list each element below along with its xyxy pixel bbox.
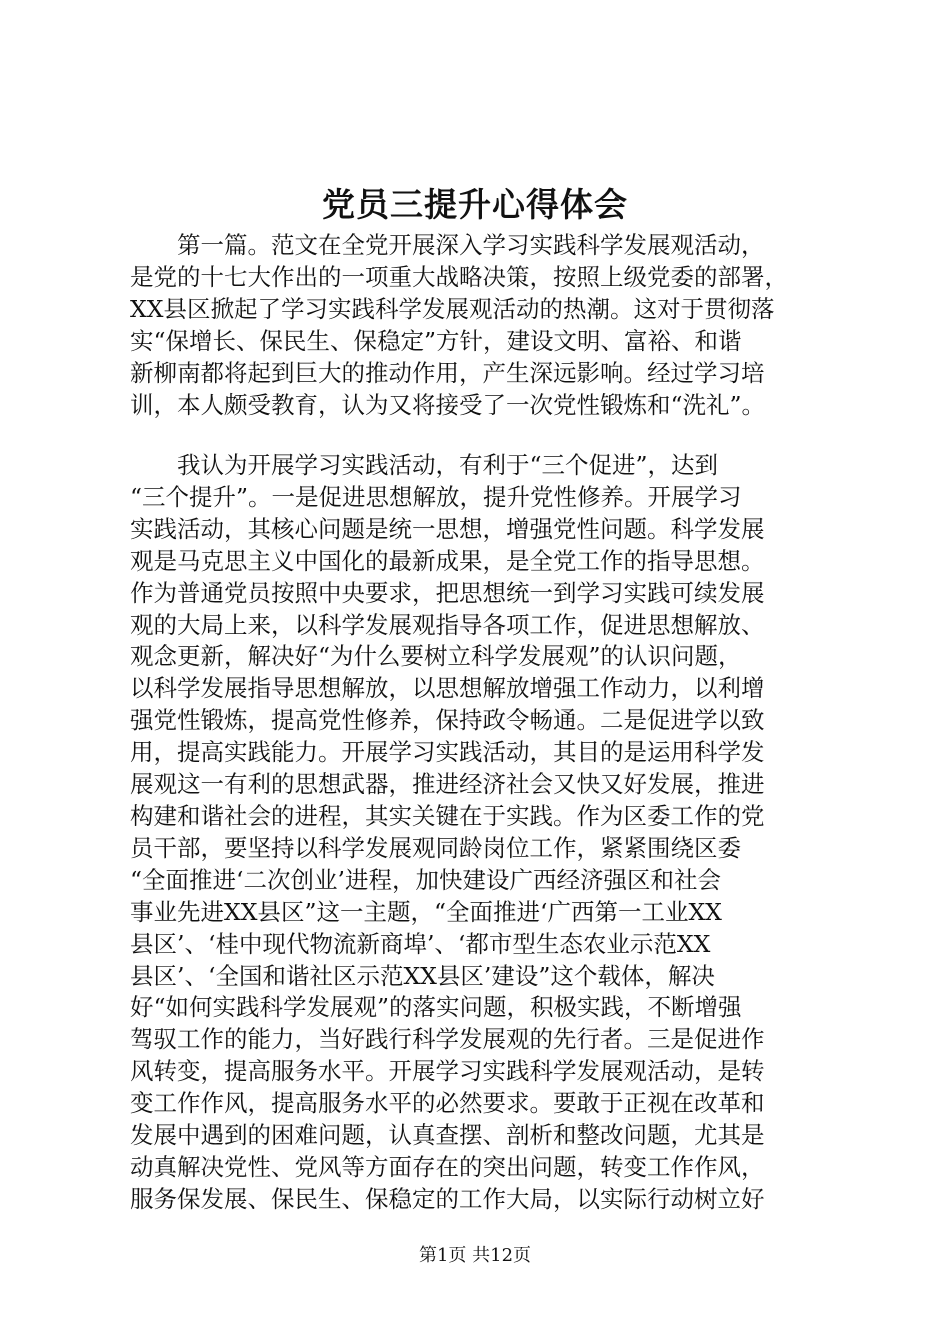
- paragraph-line: 用，提高实践能力。开展学习实践活动，其目的是运用科学发: [130, 738, 765, 767]
- paragraph-line: 县区’、‘桂中现代物流新商埠’、‘都市型生态农业示范XX: [130, 929, 711, 958]
- paragraph-line: 实践活动，其核心问题是统一思想，增强党性问题。科学发展: [130, 514, 765, 543]
- paragraph-line: 以科学发展指导思想解放，以思想解放增强工作动力，以利增: [130, 674, 765, 703]
- paragraph-line: 训，本人颇受教育，认为又将接受了一次党性锻炼和“洗礼”。: [130, 390, 766, 419]
- paragraph-line: 动真解决党性、党风等方面存在的突出问题，转变工作作风，: [130, 1152, 765, 1181]
- paragraph-line: 风转变，提高服务水平。开展学习实践科学发展观活动，是转: [130, 1057, 765, 1086]
- paragraph-line: 我认为开展学习实践活动，有利于“三个促进”，达到: [130, 451, 719, 479]
- paragraph-1: [130, 230, 830, 421]
- paragraph-line: XX县区掀起了学习实践科学发展观活动的热潮。这对于贯彻落: [130, 294, 775, 323]
- page-footer: 第1页 共12页: [418, 1245, 532, 1266]
- paragraph-line: 是党的十七大作出的一项重大战略决策，按照上级党委的部署，: [130, 262, 788, 291]
- paragraph-line: 变工作作风，提高服务水平的必然要求。要敢于正视在改革和: [130, 1089, 765, 1118]
- paragraph-line: “全面推进‘二次创业’进程，加快建设广西经济强区和社会: [130, 865, 721, 894]
- paragraph-line: 强党性锻炼，提高党性修养，保持政令畅通。二是促进学以致: [130, 706, 765, 735]
- paragraph-2: [130, 450, 830, 1216]
- paragraph-line: “三个提升”。一是促进思想解放，提升党性修养。开展学习: [130, 482, 742, 511]
- document-title: 党员三提升心得体会: [322, 185, 628, 224]
- paragraph-line: 观的大局上来，以科学发展观指导各项工作，促进思想解放、: [130, 610, 765, 639]
- paragraph-line: 驾驭工作的能力，当好践行科学发展观的先行者。三是促进作: [130, 1025, 765, 1054]
- paragraph-line: 观念更新，解决好“为什么要树立科学发展观”的认识问题，: [130, 642, 742, 671]
- paragraph-line: 员干部，要坚持以科学发展观同龄岗位工作，紧紧围绕区委: [130, 833, 741, 862]
- paragraph-line: 发展中遇到的困难问题，认真查摆、剖析和整改问题，尤其是: [130, 1121, 765, 1150]
- paragraph-line: 实“保增长、保民生、保稳定”方针，建设文明、富裕、和谐: [130, 326, 742, 355]
- paragraph-line: 新柳南都将起到巨大的推动作用，产生深远影响。经过学习培: [130, 358, 765, 387]
- paragraph-line: 事业先进XX县区”这一主题，“全面推进‘广西第一工业XX: [130, 897, 722, 926]
- paragraph-line: 县区’、‘全国和谐社区示范XX县区’建设”这个载体，解决: [130, 961, 715, 990]
- paragraph-line: 作为普通党员按照中央要求，把思想统一到学习实践可续发展: [130, 578, 765, 607]
- paragraph-line: 好“如何实践科学发展观”的落实问题，积极实践，不断增强: [130, 993, 742, 1022]
- paragraph-line: 展观这一有利的思想武器，推进经济社会又快又好发展，推进: [130, 770, 765, 799]
- paragraph-line: 构建和谐社会的进程，其实关键在于实践。作为区委工作的党: [130, 801, 765, 830]
- paragraph-line: 第一篇。范文在全党开展深入学习实践科学发展观活动，: [130, 231, 765, 259]
- paragraph-line: 观是马克思主义中国化的最新成果，是全党工作的指导思想。: [130, 546, 765, 575]
- paragraph-line: 服务保发展、保民生、保稳定的工作大局，以实际行动树立好: [130, 1184, 765, 1213]
